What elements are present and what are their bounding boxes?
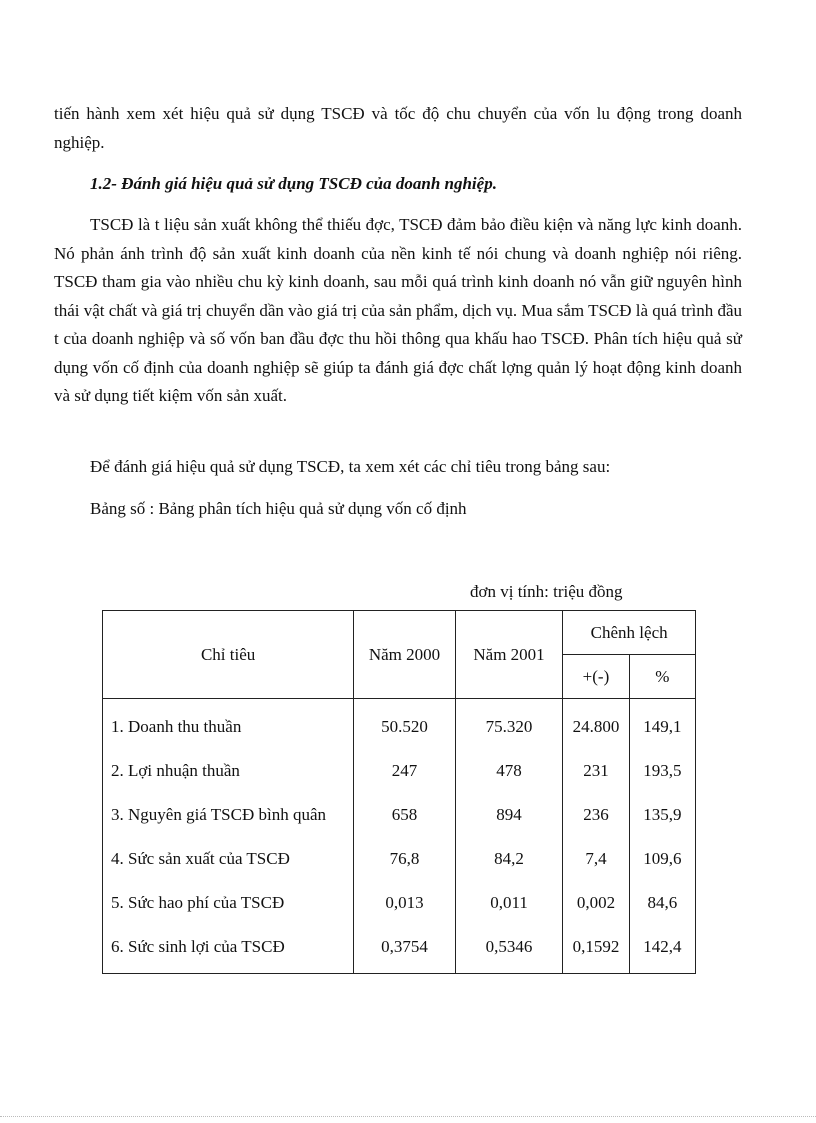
row-value-2000: 0,3754 [354, 925, 456, 974]
row-pct: 142,4 [629, 925, 695, 974]
table-row [103, 749, 696, 793]
table-row [103, 699, 696, 750]
row-value-2000: 76,8 [354, 837, 456, 881]
row-pct: 149,1 [629, 699, 695, 750]
row-label: 5. Sức hao phí của TSCĐ [103, 881, 354, 925]
table-row [103, 925, 696, 974]
row-label: 4. Sức sản xuất của TSCĐ [103, 837, 354, 881]
row-value-2000: 0,013 [354, 881, 456, 925]
page-bottom-rule [0, 1116, 816, 1117]
row-value-2001: 84,2 [455, 837, 563, 881]
row-value-2001: 0,011 [455, 881, 563, 925]
row-diff: 24.800 [563, 699, 629, 750]
header-indicator: Chỉ tiêu [103, 611, 354, 699]
header-difference: Chênh lệch [563, 611, 696, 655]
row-value-2001: 478 [455, 749, 563, 793]
row-diff: 231 [563, 749, 629, 793]
table-row [103, 793, 696, 837]
row-pct: 193,5 [629, 749, 695, 793]
row-value-2001: 894 [455, 793, 563, 837]
row-diff: 236 [563, 793, 629, 837]
row-diff: 0,002 [563, 881, 629, 925]
row-value-2001: 75.320 [455, 699, 563, 750]
header-year-2000: Năm 2000 [354, 611, 456, 699]
body-paragraph: TSCĐ là t liệu sản xuất không thể thiếu đợc, TSCĐ đảm bảo điều kiện và năng lực kinh doanh. Nó phản ánh trình độ sản xuất kinh doanh của nền kinh tế nói chung và doanh nghiệp nói riêng. TSCĐ tham gia vào nhiều chu kỳ kinh doanh, sau mỗi quá trình kinh doanh nó vẫn giữ nguyên hình thái vật chất và giá trị chuyển dần vào giá trị của sản phẩm, dịch vụ. Mua sắm TSCĐ là quá trình đầu t của doanh nghiệp và số vốn ban đầu đợc thu hồi thông qua khấu hao TSCĐ. Phân tích hiệu quả sử dụng vốn cố định của doanh nghiệp sẽ giúp ta đánh giá đợc chất lợng quản lý hoạt động kinh doanh và sử dụng tiết kiệm vốn sản xuất. [54, 215, 743, 405]
header-year-2001: Năm 2001 [455, 611, 563, 699]
table-row [103, 837, 696, 881]
row-value-2000: 658 [354, 793, 456, 837]
row-label: 6. Sức sinh lợi của TSCĐ [103, 925, 354, 974]
row-label: 1. Doanh thu thuần [103, 699, 354, 750]
intro-paragraph: tiến hành xem xét hiệu quả sử dụng TSCĐ và tốc độ chu chuyển của vốn lu động trong doanh nghiệp. [54, 104, 742, 152]
row-value-2000: 247 [354, 749, 456, 793]
table-caption: Bảng số : Bảng phân tích hiệu quả sử dụng vốn cố định [90, 499, 467, 518]
header-diff-abs: +(-) [563, 655, 629, 699]
row-value-2001: 0,5346 [455, 925, 563, 974]
section-heading: 1.2- Đánh giá hiệu quả sử dụng TSCĐ của doanh nghiệp. [90, 174, 497, 193]
header-diff-pct: % [629, 655, 695, 699]
table-row [103, 881, 696, 925]
row-label: 3. Nguyên giá TSCĐ bình quân [103, 793, 354, 837]
row-label: 2. Lợi nhuận thuần [103, 749, 354, 793]
row-pct: 109,6 [629, 837, 695, 881]
row-diff: 0,1592 [563, 925, 629, 974]
row-diff: 7,4 [563, 837, 629, 881]
efficiency-table [102, 610, 696, 974]
row-pct: 84,6 [629, 881, 695, 925]
unit-note: đơn vị tính: triệu đồng [470, 582, 623, 601]
row-pct: 135,9 [629, 793, 695, 837]
lead-paragraph: Để đánh giá hiệu quả sử dụng TSCĐ, ta xem xét các chỉ tiêu trong bảng sau: [90, 457, 611, 476]
row-value-2000: 50.520 [354, 699, 456, 750]
